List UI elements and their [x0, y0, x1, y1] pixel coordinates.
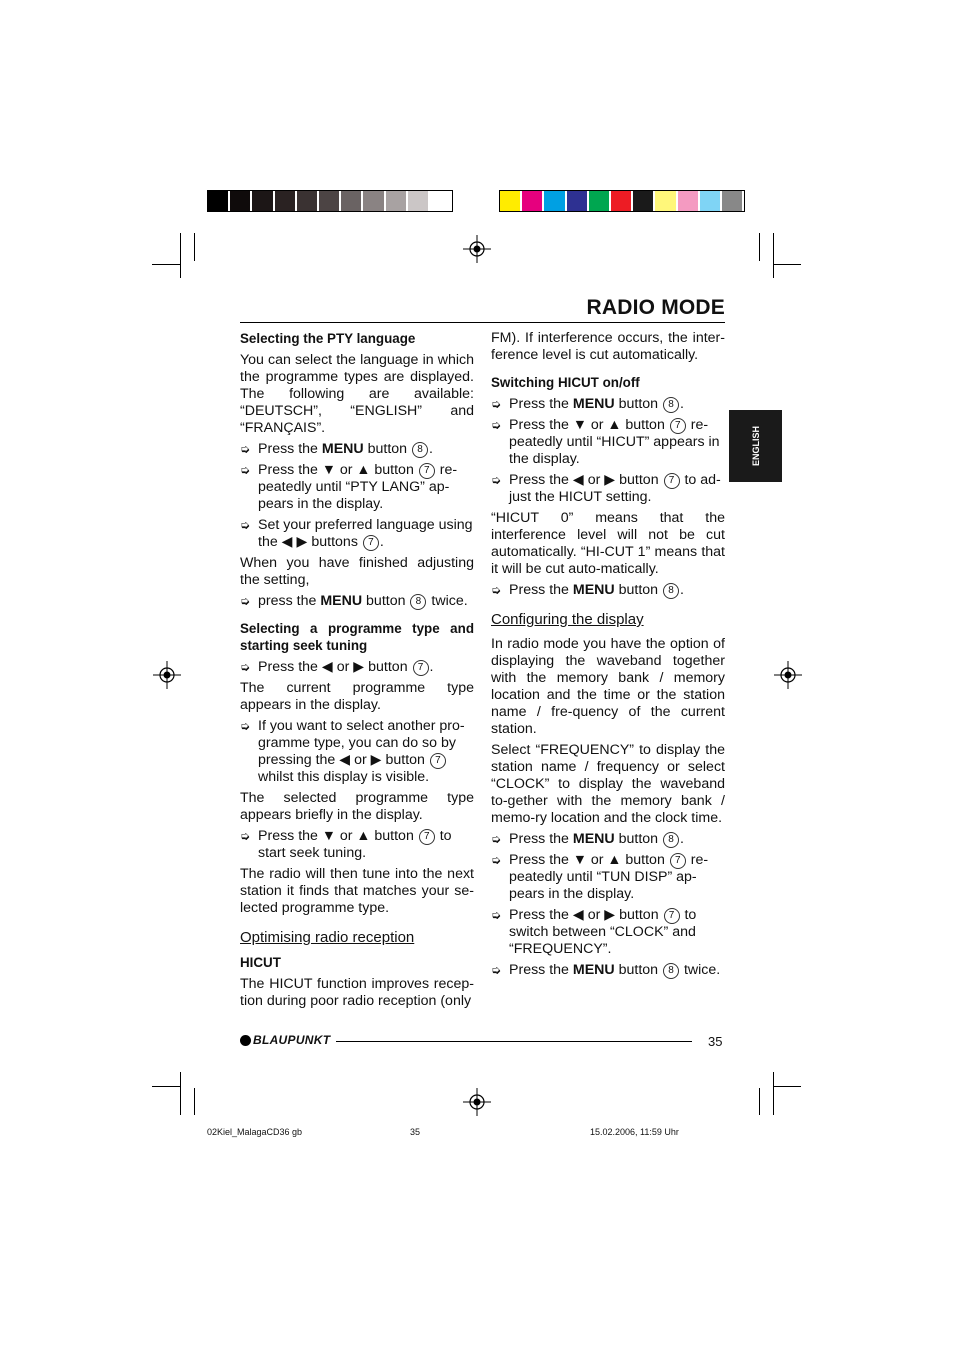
- paragraph: The selected programme type appears briefly in the display.: [240, 790, 474, 823]
- color-swatch: [678, 191, 700, 211]
- paragraph: FM). If interference occurs, the inter-ference level is cut automatically.: [491, 330, 725, 363]
- arrow-icon: ➭: [491, 908, 502, 922]
- instruction-step: ➭ Press the ◀ or ▶ button 7 to switch between “CLOCK” and “FREQUENCY”.: [491, 907, 697, 957]
- section-heading-configuring: Configuring the display: [491, 611, 644, 628]
- brand-logo: [240, 1033, 330, 1047]
- paragraph: The current programme type appears in the display.: [240, 680, 474, 713]
- arrow-icon: ➭: [491, 418, 502, 432]
- color-swatch: [319, 191, 341, 211]
- crop-mark: [759, 233, 760, 261]
- color-swatch: [700, 191, 722, 211]
- color-swatch: [363, 191, 385, 211]
- color-swatch: [722, 191, 744, 211]
- color-swatch: [408, 191, 430, 211]
- button-number: 8: [663, 963, 679, 979]
- brand-dot-icon: [240, 1035, 251, 1046]
- arrow-icon: ➭: [491, 832, 502, 846]
- instruction-step: ➭ press the MENU button 8 twice.: [240, 593, 468, 609]
- paragraph: In radio mode you have the option of displaying the waveband together with the memory bank / memory location and the time or the station name / fre-quency of the current station.: [491, 636, 725, 737]
- registration-mark-icon: [463, 235, 491, 263]
- slug-date: 15.02.2006, 11:59 Uhr: [590, 1127, 679, 1137]
- color-swatch: [230, 191, 252, 211]
- color-swatch: [341, 191, 363, 211]
- instruction-step: ➭ Press the MENU button 8 .: [240, 441, 433, 457]
- instruction-step: ➭ Press the ▼ or ▲ button 7 re-peatedly until “TUN DISP” ap-pears in the display.: [491, 852, 709, 902]
- arrow-icon: ➭: [240, 463, 251, 477]
- instruction-step: ➭ Press the MENU button 8 .: [491, 831, 684, 847]
- footer-rule: [336, 1041, 692, 1042]
- gray-swatch-bar: [207, 190, 453, 212]
- color-swatch: [655, 191, 677, 211]
- instruction-step: ➭ Press the MENU button 8 .: [491, 396, 684, 412]
- instruction-step: ➭ Press the MENU button 8 .: [491, 582, 684, 598]
- language-tab-label: ENGLISH: [750, 425, 761, 467]
- crop-mark: [773, 264, 801, 265]
- page-title: RADIO MODE: [586, 296, 725, 319]
- button-number: 7: [419, 829, 435, 845]
- crop-mark: [773, 233, 774, 278]
- color-swatch: [633, 191, 655, 211]
- color-swatch: [589, 191, 611, 211]
- language-tab: [729, 410, 782, 482]
- color-swatch: [386, 191, 408, 211]
- instruction-step: ➭ Press the ◀ or ▶ button 7 to ad-just the HICUT setting.: [491, 472, 721, 505]
- instruction-step: ➭ Set your preferred language using the ◀ ▶ buttons 7 .: [240, 517, 473, 550]
- instruction-step: ➭ Press the ◀ or ▶ button 7 .: [240, 659, 434, 675]
- arrow-icon: ➭: [491, 583, 502, 597]
- arrow-icon: ➭: [240, 594, 251, 608]
- paragraph: Select “FREQUENCY” to display the station name / frequency or select “CLOCK” to display the waveband to-gether with the memory bank / memo-ry location and the clock time.: [491, 742, 725, 826]
- instruction-step: ➭ Press the ▼ or ▲ button 7 re-peatedly until “PTY LANG” ap-pears in the display.: [240, 462, 458, 512]
- left-column: [240, 330, 474, 1014]
- crop-mark: [194, 233, 195, 261]
- arrow-icon: ➭: [240, 660, 251, 674]
- arrow-icon: ➭: [491, 963, 502, 977]
- button-number: 7: [670, 418, 686, 434]
- color-swatch: [500, 191, 522, 211]
- paragraph: The radio will then tune into the next station it finds that matches your se-lected programme type.: [240, 866, 474, 916]
- heading-programme-type: Selecting a programme type and starting seek tuning: [240, 621, 474, 653]
- arrow-icon: ➭: [491, 473, 502, 487]
- color-swatch: [567, 191, 589, 211]
- button-number: 8: [412, 442, 428, 458]
- slug-page: 35: [410, 1127, 421, 1137]
- button-number: 8: [663, 832, 679, 848]
- instruction-step: ➭ Press the ▼ or ▲ button 7 re-peatedly until “HICUT” appears in the display.: [491, 417, 720, 467]
- crop-mark: [759, 1088, 760, 1115]
- title-rule: [240, 322, 725, 323]
- button-number: 7: [363, 535, 379, 551]
- heading-hicut: HICUT: [240, 955, 281, 970]
- arrow-icon: ➭: [240, 719, 251, 733]
- registration-mark-icon: [153, 661, 181, 689]
- arrow-icon: ➭: [491, 853, 502, 867]
- color-swatch: [611, 191, 633, 211]
- button-number: 7: [413, 660, 429, 676]
- color-swatch: [252, 191, 274, 211]
- button-number: 7: [664, 908, 680, 924]
- crop-mark: [773, 1086, 801, 1087]
- crop-mark: [152, 1086, 180, 1087]
- crop-mark: [180, 1072, 181, 1115]
- color-swatch-bar: [499, 190, 745, 212]
- crop-mark: [194, 1088, 195, 1115]
- slug-filename: 02Kiel_MalagaCD36 gb: [207, 1127, 303, 1137]
- button-number: 8: [663, 583, 679, 599]
- section-heading-optimising: Optimising radio reception: [240, 929, 415, 946]
- crop-mark: [773, 1072, 774, 1115]
- color-swatch: [430, 191, 452, 211]
- button-number: 7: [419, 463, 435, 479]
- right-column: [491, 330, 725, 983]
- color-swatch: [297, 191, 319, 211]
- button-number: 7: [430, 753, 446, 769]
- crop-mark: [152, 264, 180, 265]
- heading-pty-language: Selecting the PTY language: [240, 331, 416, 346]
- paragraph: The HICUT function improves recep-tion during poor radio reception (only: [240, 976, 474, 1009]
- registration-mark-icon: [774, 661, 802, 689]
- crop-mark: [180, 233, 181, 278]
- color-swatch: [208, 191, 230, 211]
- instruction-step: ➭ Press the MENU button 8 twice.: [491, 962, 721, 978]
- button-number: 7: [670, 853, 686, 869]
- arrow-icon: ➭: [240, 518, 251, 532]
- color-swatch: [275, 191, 297, 211]
- page-number: 35: [708, 1034, 723, 1049]
- paragraph: You can select the language in which the programme types are displayed. The following are available: “DEUTSCH”, “ENGLISH” and “FRANÇAIS”.: [240, 352, 474, 436]
- button-number: 8: [663, 397, 679, 413]
- brand-name: BLAUPUNKT: [253, 1033, 331, 1047]
- color-swatch: [544, 191, 566, 211]
- instruction-step: ➭ Press the ▼ or ▲ button 7 to start seek tuning.: [240, 828, 452, 861]
- registration-mark-icon: [463, 1088, 491, 1116]
- button-number: 7: [664, 473, 680, 489]
- arrow-icon: ➭: [240, 829, 251, 843]
- button-number: 8: [410, 594, 426, 610]
- arrow-icon: ➭: [491, 397, 502, 411]
- arrow-icon: ➭: [240, 442, 251, 456]
- instruction-step: ➭ If you want to select another pro-gramme type, you can do so by pressing the ◀ or ▶ button 7 whilst this display is visible.: [240, 718, 465, 785]
- paragraph: When you have finished adjusting the setting,: [240, 555, 474, 588]
- paragraph: “HICUT 0” means that the interference level will not be cut automatically. “HI-CUT 1” means that it will be cut auto-matically.: [491, 510, 725, 577]
- color-swatch: [522, 191, 544, 211]
- heading-switching-hicut: Switching HICUT on/off: [491, 375, 640, 390]
